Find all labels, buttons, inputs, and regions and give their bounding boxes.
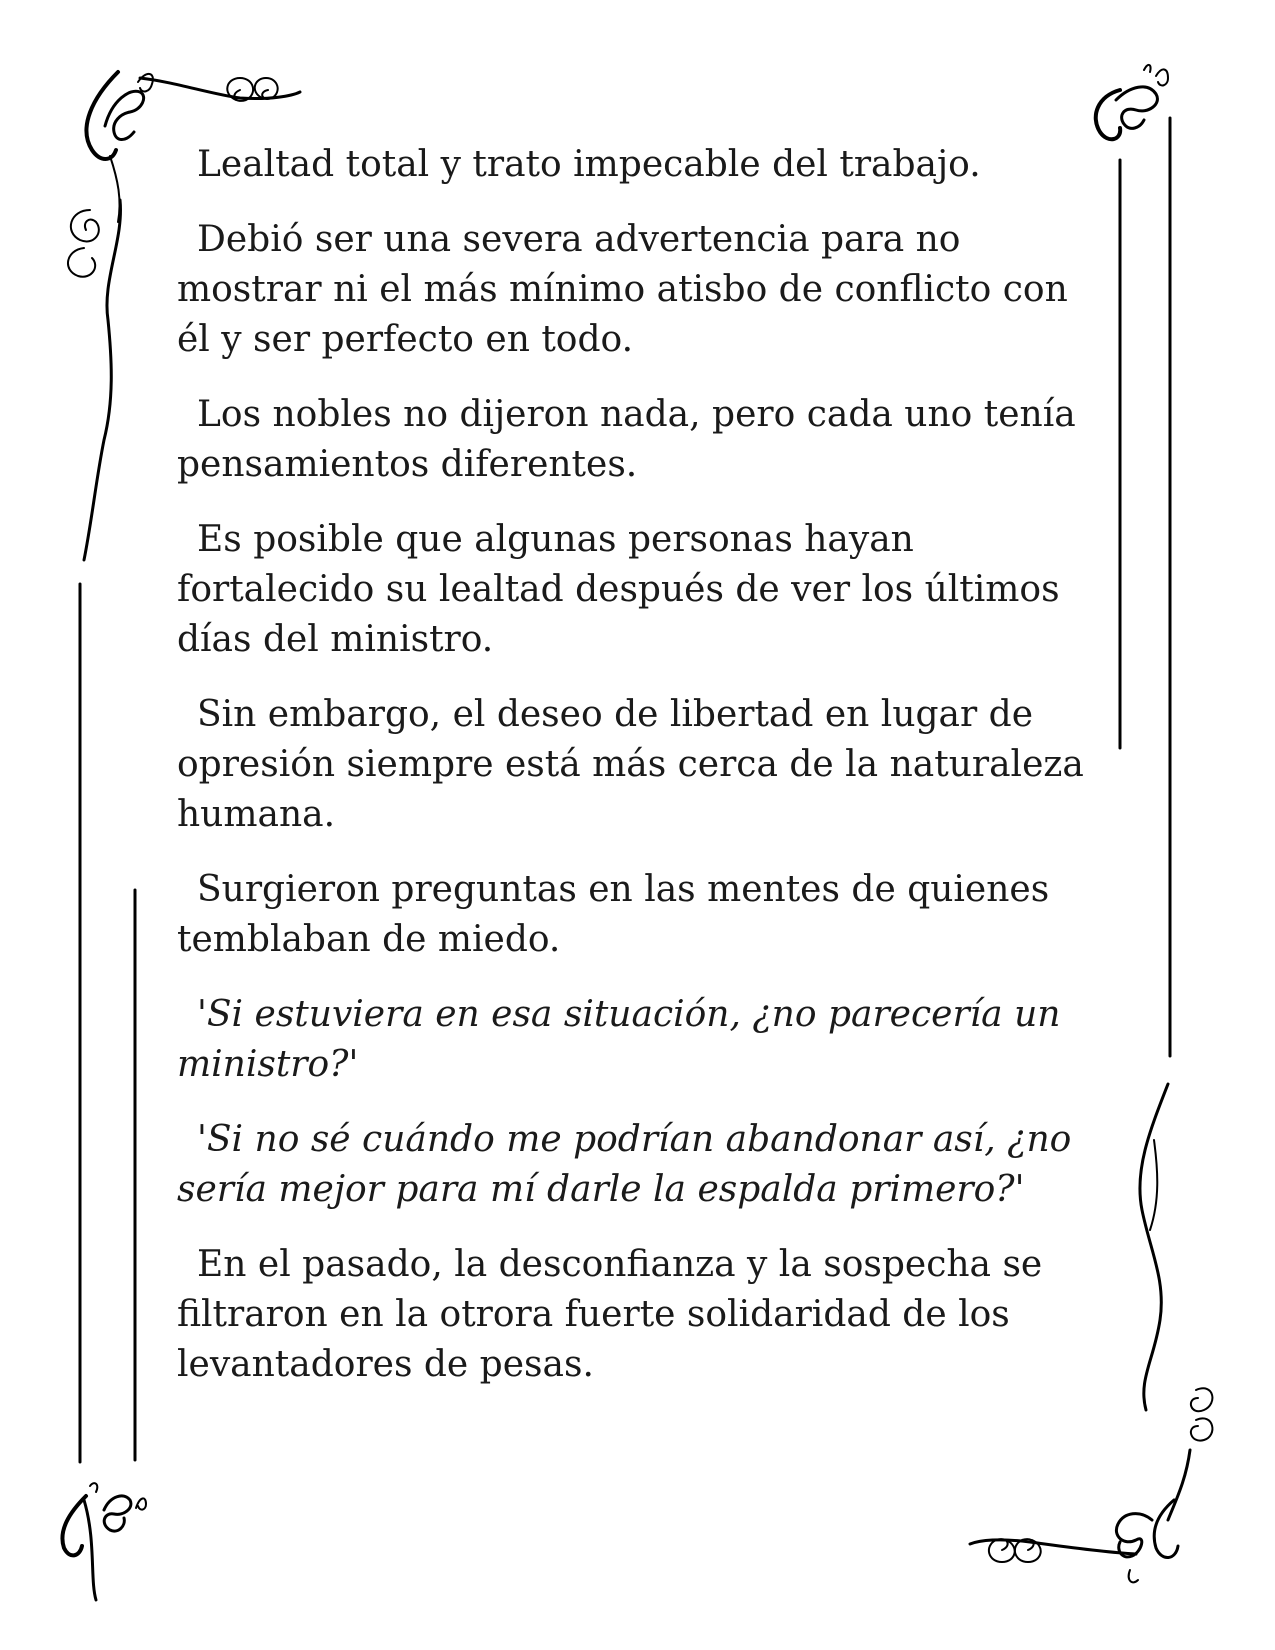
paragraph: Surgieron preguntas en las mentes de quienes temblaban de miedo. [177,869,1050,960]
paragraph: Lealtad total y trato impecable del trabajo. [197,144,981,185]
paragraph: Debió ser una severa advertencia para no mostrar ni el más mínimo atisbo de conflicto con él y ser perfecto en todo. [177,219,1068,360]
bottom-left-flourish [62,1483,146,1600]
paragraph: En el pasado, la desconfianza y la sospecha se filtraron en la otrora fuerte solidaridad de los levantadores de pesas. [177,1244,1043,1385]
top-right-flourish [1096,65,1168,139]
text-body [177,140,1102,1415]
paragraph: Es posible que algunas personas hayan fortalecido su lealtad después de ver los últimos días del ministro. [177,519,1060,660]
paragraph: Los nobles no dijeron nada, pero cada uno tenía pensamientos diferentes. [177,394,1076,485]
italic-thought-paragraph: 'Si no sé cuándo me podrían abandonar así, ¿no sería mejor para mí darle la espalda primero?' [177,1119,1072,1210]
italic-thought-paragraph: 'Si estuviera en esa situación, ¿no parecería un ministro?' [177,994,1061,1085]
paragraph: Sin embargo, el deseo de libertad en lugar de opresión siempre está más cerca de la naturaleza humana. [177,694,1084,835]
